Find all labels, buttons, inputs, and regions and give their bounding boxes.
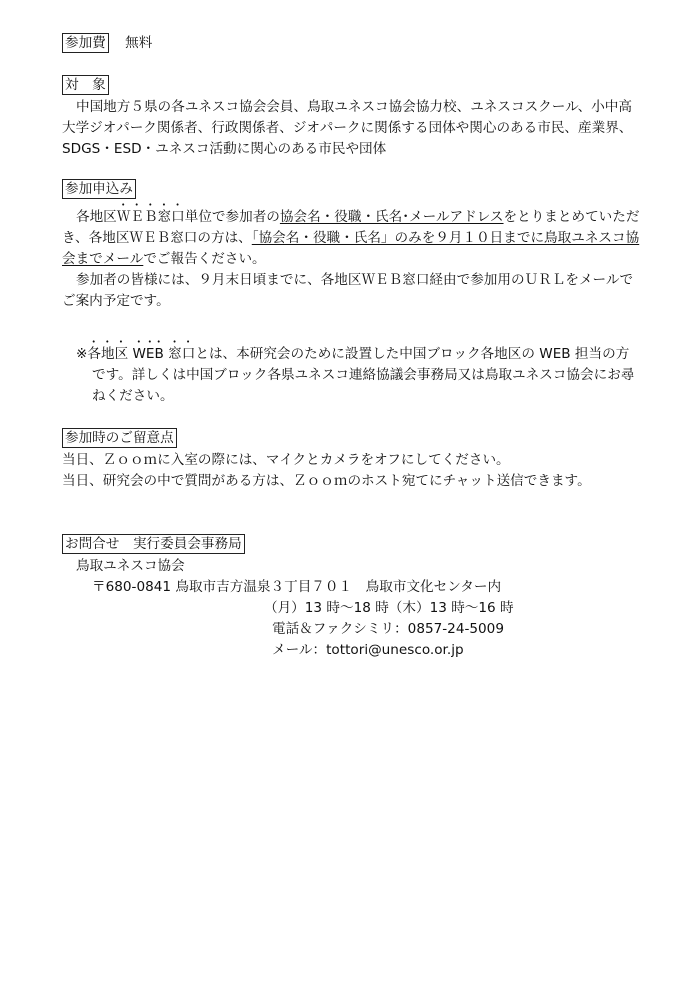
notice-section bbox=[62, 428, 642, 492]
target-section bbox=[62, 75, 642, 160]
notice-label: 参加時のご留意点 bbox=[62, 428, 177, 448]
apply-p1-mid2: をとりまとめていただき、各地区ＷＥＢ窓口の方は、 bbox=[62, 209, 640, 246]
fee-section bbox=[62, 33, 642, 54]
apply-required-fields: 協会名・役職・氏名･メールアドレス bbox=[279, 209, 504, 225]
apply-paragraph-1 bbox=[62, 201, 642, 270]
target-body: 中国地方５県の各ユネスコ協会会員、鳥取ユネスコ協会協力校、ユネスコスクール、小中高大学ジオパーク関係者、行政関係者、ジオパークに関係する団体や関心のある市民、産業界、SDGS・ESD・ユネスコ活動に関心のある市民や団体 bbox=[62, 99, 633, 157]
apply-p1-pre: 各地区 bbox=[76, 209, 117, 225]
note-rest: とは、本研究会のために設置した中国ブロック各地区の WEB 担当の方です。詳しくは中国ブロック各県ユネスコ連絡協議会事務局又は鳥取ユネスコ協会にお尋ねください。 bbox=[92, 346, 635, 404]
apply-web-window-term: ＷＥＢ窓口 bbox=[116, 209, 185, 225]
apply-paragraph-2: 参加者の皆様には、９月末日頃までに、各地区ＷＥＢ窓口経由で参加用のＵＲＬをメールでご案内予定です。 bbox=[62, 272, 634, 309]
apply-p1-mid: 単位で参加者の bbox=[184, 209, 280, 225]
contact-org: 鳥取ユネスコ協会 bbox=[76, 558, 185, 574]
apply-label: 参加申込み bbox=[62, 179, 136, 199]
apply-note bbox=[76, 338, 642, 407]
contact-phone: 電話＆ファクシミリ：0857-24-5009 bbox=[272, 621, 504, 637]
contact-email: メール：tottori@unesco.or.jp bbox=[272, 642, 464, 658]
contact-address: 〒680-0841 鳥取市吉方温泉３丁目７０１ 鳥取市文化センター内 bbox=[92, 579, 502, 595]
fee-value: 無料 bbox=[125, 35, 153, 51]
fee-label: 参加費 bbox=[62, 33, 109, 53]
target-label: 対 象 bbox=[62, 75, 109, 95]
note-mark: ※ bbox=[76, 346, 88, 362]
contact-section bbox=[62, 534, 642, 661]
contact-label: お問合せ 実行委員会事務局 bbox=[62, 534, 245, 554]
apply-p1-post: でご報告ください。 bbox=[143, 251, 266, 267]
apply-section bbox=[62, 179, 642, 407]
notice-line-2: 当日、研究会の中で質問がある方は、Ｚｏｏｍのホスト宛てにチャット送信できます。 bbox=[62, 473, 591, 489]
contact-hours: （月）13 時～18 時（木）13 時～16 時 bbox=[264, 600, 514, 616]
apply-report-deadline: 「協会名・役職・氏名」のみを９月１０日までに鳥取ユネスコ協会までメール bbox=[62, 230, 640, 267]
document-body bbox=[62, 33, 642, 661]
note-web-window-term: 各地区 WEB 窓口 bbox=[87, 346, 196, 362]
notice-line-1: 当日、Ｚｏｏｍに入室の際には、マイクとカメラをオフにしてください。 bbox=[62, 452, 510, 468]
